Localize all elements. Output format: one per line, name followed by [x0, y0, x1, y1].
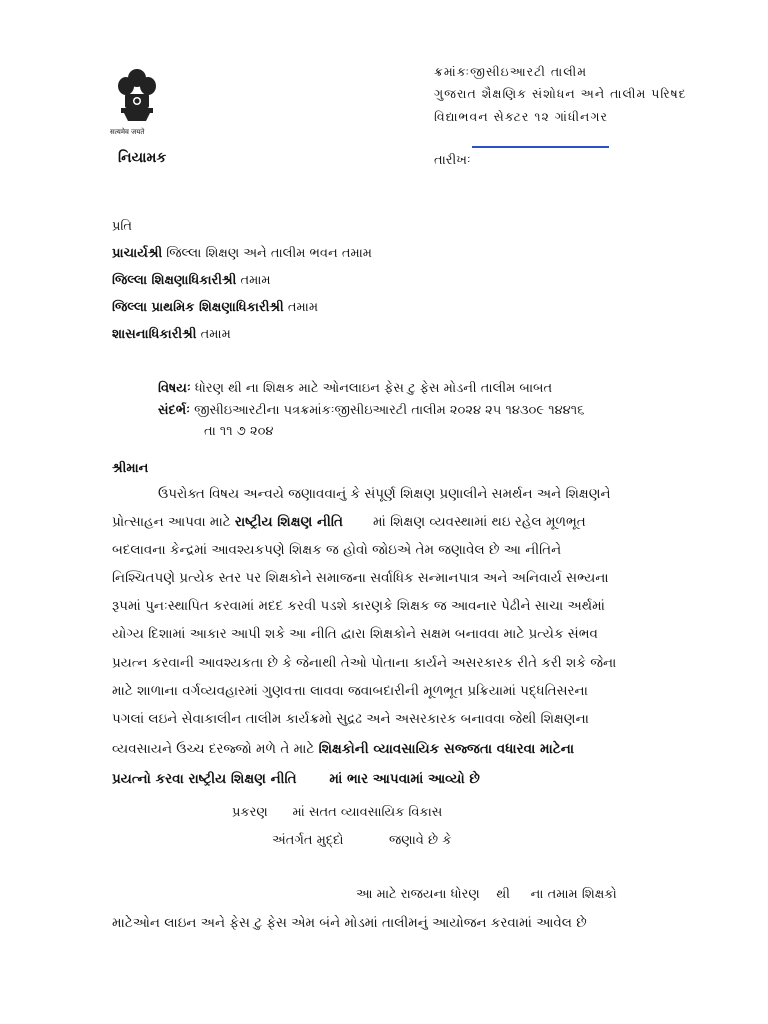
body-line-8: માટે શાળાના વર્ગવ્યવહારમાં ગુણવત્તા લાવવા જવાબદારીની મૂળભૂત પ્રક્રિયામાં પદ્ધતિસરના [112, 683, 588, 699]
recipient-principal [112, 246, 372, 261]
national-emblem-icon [112, 64, 162, 136]
body-line-2 [112, 514, 586, 530]
subject-line [158, 381, 552, 396]
recipient-dpeo-title: જિલ્લા પ્રાથમિક શિક્ષણાધિકારીશ્રી [112, 300, 284, 315]
reference-label: સંદર્ભઃ [158, 403, 190, 418]
body-line-9: પગલાં લઇને સેવાકાલીન તાલીમ કાર્યક્રમો સુદ્રઢ અને અસરકારક બનાવવા જેથી શિક્ષણના [112, 711, 589, 727]
body-line-12: પ્રકરણ માં સતત વ્યાવસાયિક વિકાસ [232, 805, 443, 820]
recipient-deo-title: જિલ્લા શિક્ષણાધિકારીશ્રી [112, 273, 237, 288]
body-line-10-bold: શિક્ષકોની વ્યાવસાયિક સજ્જતા વધારવા માટેના [318, 741, 575, 757]
salutation: શ્રીમાન [112, 461, 149, 476]
recipient-ao-title: શાસનાધિકારીશ્રી [112, 327, 197, 342]
body-line-11a: પ્રયત્નો કરવા રાષ્ટ્રીય શિક્ષણ નીતિ [112, 771, 297, 787]
recipient-dpeo-rest: તમામ [283, 300, 319, 315]
body-line-6: યોગ્ય દિશામાં આકાર આપી શકે આ નીતિ દ્વારા શિક્ષકોને સક્ષમ બનાવવા માટે પ્રત્યેક સંભવ [112, 626, 598, 642]
body-line-2a: પ્રોત્સાહન આપવા માટે [112, 514, 235, 530]
reference-text: જીસીઇઆરટીના પત્રક્રમાંકઃજીસીઇઆરટી તાલીમ ૨૦૨૪ ૨૫ ૧૪૩૦૯ ૧૪૪૧૬ [194, 403, 585, 418]
date-underline [472, 146, 609, 148]
recipient-principal-title: પ્રાચાર્યશ્રી [112, 246, 163, 261]
recipient-ao-rest: તમામ [196, 327, 231, 342]
organisation-address: વિદ્યાભવન સેક્ટર ૧૨ ગાંધીનગર [434, 109, 608, 124]
prati-label: પ્રતિ [112, 219, 132, 234]
body-line-5: રૂપમાં પુનઃસ્થાપિત કરવામાં મદદ કરવી પડશે કારણકે શિક્ષક જ આવનાર પેઢીને સાચા અર્થમાં [112, 598, 605, 614]
recipient-deo [112, 273, 271, 288]
body-line-1: ઉપરોક્ત વિષય અન્વયે જણાવવાનું કે સંપૂર્ણ શિક્ષણ પ્રણાલીને સમર્થન અને શિક્ષણને [158, 486, 611, 502]
body-line-11b: માં ભાર આપવામાં આવ્યો છે [296, 771, 480, 787]
emblem-motto: सत्यमेव जयते [110, 128, 145, 136]
reference-line [158, 403, 584, 418]
recipient-deo-rest: તમામ [236, 273, 271, 288]
body-line-10a: વ્યવસાયને ઉચ્ચ દરજ્જો મળે તે માટે [112, 741, 319, 757]
body-line-4: નિશ્ચિતપણે પ્રત્યેક સ્તર પર શિક્ષકોને સમાજના સર્વાધિક સન્માનપાત્ર અને અનિવાર્ય સભ્યના [112, 570, 609, 586]
body-line-2c: માં શિક્ષણ વ્યવસ્થામાં થઇ રહેલ મૂળભૂત [342, 514, 586, 530]
recipient-principal-rest: જિલ્લા શિક્ષણ અને તાલીમ ભવન તમામ [162, 246, 372, 261]
subject-text: ધોરણ થી ના શિક્ષક માટે ઓનલાઇન ફેસ ટુ ફેસ મોડની તાલીમ બાબત [194, 381, 553, 396]
body-line-3: બદલાવના કેન્દ્રમાં આવશ્યકપણે શિક્ષક જ હોવો જોઇએ તેમ જણાવેલ છે આ નીતિને [112, 542, 562, 558]
recipient-ao [112, 327, 231, 342]
date-label: તારીખઃ [434, 153, 471, 168]
body-line-7: પ્રયત્ન કરવાની આવશ્યકતા છે કે જેનાથી તેઓ પોતાના કાર્યને અસરકારક રીતે કરી શકે જેના [112, 655, 617, 671]
organisation-name: ગુજરાત શૈક્ષણિક સંશોધન અને તાલીમ પરિષદ [434, 86, 687, 101]
subject-label: વિષયઃ [158, 381, 191, 396]
body-line-14: આ માટે રાજયના ધોરણ થી ના તમામ શિક્ષકો [356, 887, 617, 902]
body-line-15: માટેઓન લાઇન અને ફેસ ટુ ફેસ એમ બંને મોડમાં તાલીમનું આયોજન કરવામાં આવેલ છે [112, 915, 587, 931]
body-line-10 [112, 741, 574, 757]
body-line-11 [112, 771, 480, 787]
recipient-dpeo [112, 300, 318, 315]
nep-bold-1: રાષ્ટ્રીય શિક્ષણ નીતિ [234, 514, 343, 530]
office-title: નિયામક [118, 150, 167, 166]
reference-number: ક્રમાંકઃજીસીઇઆરટી તાલીમ [434, 64, 588, 79]
reference-date: તા ૧૧ ૭ ૨૦૪ [204, 424, 274, 439]
body-line-13: અંતર્ગત મુદ્દો જણાવે છે કે [272, 833, 452, 848]
